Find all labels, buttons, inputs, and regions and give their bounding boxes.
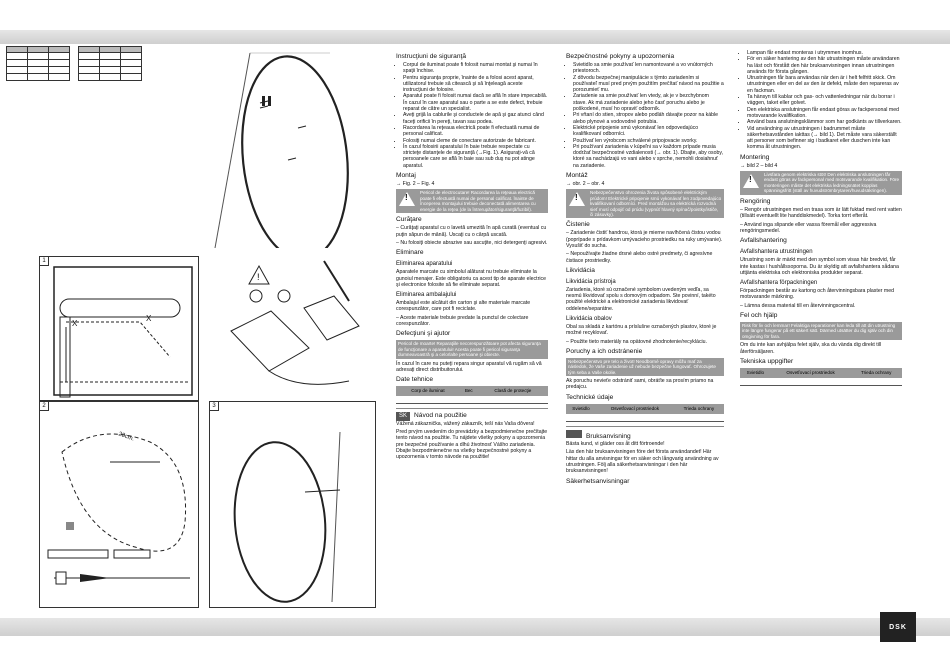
subsection-heading: Avfallshantera utrustningen (740, 249, 813, 256)
list-item: • Aparatul poate fi folosit numai dacă se află în stare impecabilă. În cazul în care aparatul sau o parte a se este defect, trebuie reparat de către un specialist. (403, 93, 548, 112)
divider (396, 408, 548, 409)
tech-table (566, 404, 724, 422)
list-item: • Corpul de iluminat poate fi folosit numai montat şi numai în spaţii închise. (403, 62, 548, 75)
figure-1 (39, 256, 199, 401)
paragraph: Bästa kund, vi gläder oss åt ditt förtroende! (566, 441, 665, 448)
warning-text: Nebezpečenstvo ohrozenia života spôsobené elektrickým prúdom! Elektrické pripojenie smú vykonávať len zodpovedajúco kvalifikovaní odborníci. Pred montážou sa elektrická rozvodná sieť musí odpojiť od prúdu (vypnúť hlavný spínač/poistky/ističe, či zásuvky). (590, 190, 722, 217)
column-swedish (740, 50, 902, 388)
table-header: Trieda ochrany (674, 404, 724, 414)
section-heading: Eliminare (396, 249, 424, 257)
manual-title: Návod na použitie (414, 412, 467, 420)
paragraph: Läs den här bruksanvisningen före det första användandet! Här hittar du alla anvisningar för en säker och långvarig användning av utrustningen. Följ alla säkerhetsanvisningar i den här bruksanvisningen! (566, 449, 719, 475)
column-romanian (396, 50, 548, 463)
subsection-heading: Avfallshantera förpackningen (740, 280, 818, 287)
figure-connection (209, 256, 374, 399)
list-item: • În cazul folosirii aparatului în baie trebuie respectate cu stricteţe distanţele de siguranţă (→Fig. 1). Asiguraţi-vă că persoanele care se află în baie sau sub duş nu pot atinge aparatul. (403, 144, 548, 169)
section-heading: Instrucţiuni de siguranţă (396, 53, 467, 60)
manual-title: Bruksanvisning (586, 433, 631, 441)
mirror-mounted-illustration (210, 402, 375, 607)
brand-logo (880, 612, 916, 642)
language-badge: SK (396, 412, 410, 420)
section-heading: Tekniska uppgifter (740, 357, 794, 365)
section-heading: Rengöring (740, 198, 771, 206)
section-heading: Montering (740, 153, 770, 161)
figure-number: 2 (40, 402, 49, 411)
paragraph: – Rengör utrustningen med en trasa som är lätt fuktad med rent vatten (tillsätt eventuellt lite handdiskmedel). Torka torrt efteråt. (740, 207, 902, 220)
section-heading: Bezpečnostné pokyny a upozornenia (566, 53, 675, 60)
footer-band (0, 618, 950, 636)
figure-number: 3 (210, 402, 219, 411)
paragraph: – Nepoužívajte žiadne drsné alebo ostré predmety, či agresívne čistiace prostriedky. (566, 251, 713, 264)
danger-box: Risk för liv och lemmar! Felaktiga reparationer kan leda till att din utrustning inte längre fungerar på ett säkert sätt. Därmed utsätter du dig själv och din omgivning för fara. (740, 322, 902, 340)
mirror-wall-illustration (190, 48, 390, 248)
list-item: • Aveţi grijă la cablurile şi conductele de apă şi gaz atunci când faceţi orificii în pereţi, tavan sau podea. (403, 112, 548, 125)
section-heading: Montáž (566, 172, 588, 180)
table-header: Corp de iluminat (396, 386, 460, 396)
warning-icon (399, 192, 415, 206)
warning-box (566, 189, 724, 218)
list-item: • Používať len výrobcom schválené pripojovacie svorky. (573, 138, 724, 144)
safety-list (740, 50, 902, 151)
paragraph: – Curăţaţi aparatul cu o lavetă umezită în apă curată (eventual cu puţin săpun de mână). Uscaţi cu o cârpă uscată. (396, 225, 547, 238)
tech-table (396, 386, 548, 404)
list-item: • Svietidlo sa smie používať len namontované a vo vnútorných priestoroch. (573, 62, 724, 75)
warning-text: Pericol de electrocutare! Racordarea la reţeaua electrică poate fi efectuată numai de personal calificat. Înainte de începerea montajului trebuie deconectată alimentarea cu energie de la reţea (de la întrerupător/siguranţă/fuzibil). (420, 190, 536, 212)
divider (566, 426, 724, 427)
table-header: Svietidlo (566, 404, 596, 414)
tech-table (740, 368, 902, 386)
paragraph: Zariadenia, ktoré sú označené symbolom uvedeným vedľa, sa nesmú likvidovať spolu s domovým odpadom. Ste povinní, takéto použité elektrické a elektronické zariadenia likvidovať oddelene/separátne. (566, 286, 716, 312)
paragraph: Förpackningen består av kartong och återvinningsbara plaster med motsvarande märkning. (740, 288, 894, 301)
paragraph: – Lämna dessa material till en återvinningscentral. (740, 302, 856, 309)
list-item: • Racordarea la reţeaua electrică poate fi efectuată numai de personal calificat. (403, 125, 548, 138)
paragraph: Obal sa skladá z kartónu a príslušne označených plastov, ktoré je možné recyklovať. (566, 324, 717, 337)
table-header: Clasă de protecţie (478, 386, 548, 396)
list-item: • Folosiţi numai cleme de conectare autorizate de fabricant. (403, 138, 548, 144)
paragraph: – Nu folosiţi obiecte abrazive sau ascuţite, nici detergenţi agresivi. (396, 239, 548, 246)
section-heading: Čistenie (566, 221, 590, 229)
table-header: Osvetľovací prostriedok (771, 368, 851, 378)
paragraph: – Aceste materiale trebuie predate la punctul de colectare corespunzător. (396, 314, 529, 328)
paragraph: – Använd inga slipande eller vassa föremål eller aggressiva rengöringsmedel. (740, 221, 877, 234)
warning-text: Livsfara genom elektriska stöt! Den elektriska anslutningen får endast göras av fackpersonal med motsvarande kvalifikation. Före monteringen måste det elektriska ledningsnätet kopplas spänningsfritt (ställ av huvudströmbrytaren/huvudsäkringen). (764, 172, 900, 194)
section-heading: Poruchy a ich odstránenie (566, 347, 643, 355)
paragraph: Om du inte kan avhjälpa felet själv, ska du vända dig direkt till återförsäljaren. (740, 342, 882, 355)
figure-ref: → obr. 2 – obr. 4 (566, 181, 605, 188)
list-item: • Vid användning av utrustningen i badrummet måste säkerhetsavstånden iakttas (→ bild 1). Det måste vara säkerställt att personer som befinner sig i badkaret eller duschen inte kan komma åt utrustningen. (747, 126, 902, 151)
paragraph: Ambalajul este alcătuit din carton şi alte materiale marcate corespunzător, care pot fi reciclate. (396, 300, 531, 313)
mini-table-left (6, 46, 70, 81)
mini-table-right (78, 46, 142, 81)
list-item: • Pri používaní zariadenia v kúpeľni sa v každom prípade musia dodržať bezpečnostné vzdialenosti (→ obr. 1). Dbajte, aby osoby, ktoré sa nachádzajú vo vani alebo v sprche, nemohli dosiahnuť na zariadenie. (573, 144, 724, 169)
warning-box (740, 171, 902, 195)
section-heading: Säkerhetsanvisningar (566, 477, 630, 485)
figure-ref: → Fig. 2 – Fig. 4 (396, 181, 435, 188)
paragraph: În cazul în care nu puteţi repara singur aparatul vă rugăm să vă adresaţi direct distribuitorului. (396, 360, 542, 373)
safety-list (396, 62, 548, 169)
header-band (0, 30, 950, 44)
paragraph: – Použite tieto materiály na opätovné zhodnotenie/recykláciu. (566, 338, 708, 345)
list-item: • Den elektriska anslutningen får endast göras av fackpersonal med motsvarande kvalifikation. (747, 107, 902, 120)
paragraph: Vážená zákaznička, vážený zákazník, teší nás Vaša dôvera! (396, 420, 535, 427)
warning-box (396, 189, 548, 213)
distance-label-x2: X (146, 314, 152, 323)
table-header: Trieda ochrany (850, 368, 902, 378)
danger-box: Pericol de moarte! Reparaţiile necorespunzătoare pot afecta siguranţa de funcţionare a aparatului! Acesta poate fi pericol siguranţa dumneavoastră şi a celorlalte persoane şi obiecte. (396, 340, 548, 358)
section-heading: Avfallshantering (740, 237, 787, 245)
figure-2 (39, 401, 199, 608)
brand-text: DSK (889, 623, 907, 631)
list-item: • För en säker hantering av den här utrustningen måste användaren ha läst och förstått den här bruksanvisningen innan utrustningen används för första gången. (747, 56, 902, 75)
list-item: • Zariadenie sa smie používať len vtedy, ak je v bezchybnom stave. Ak má zariadenie alebo jeho časť poruchu alebo je poškodené, musí ho opraviť odborník. (573, 93, 724, 112)
list-item: • Elektrické pripojenie smú vykonávať len odpovedajúco kvalifikovaní odborníci. (573, 125, 724, 138)
table-header: Osvetľovací prostriedok (596, 404, 674, 414)
subsection-heading: Eliminarea ambalajului (396, 292, 457, 299)
distance-label-x1: X (72, 319, 78, 328)
connection-box-illustration (209, 256, 374, 399)
list-item: • Ta hänsyn till kablar och gas- och vattenledningar när du borrar i väggen, taket eller golvet. (747, 94, 902, 107)
danger-box: Nebezpečenstvo pre telo a život! Neodborné opravy môžu mať za následok, že Vaše zariadenie už nebude bezpečne fungovať. Ohrozujete tým seba a Vaše okolie. (566, 358, 724, 376)
warning-icon (743, 174, 759, 188)
section-heading: Montaj (396, 172, 416, 180)
table-header: Svietidlo (740, 368, 771, 378)
list-item: • Pentru siguranţa proprie, înainte de a folosi acest aparat, utilizatorul trebuie să citească şi să înţeleagă aceste instrucţiuni de folosire. (403, 75, 548, 94)
safety-list (566, 62, 724, 169)
subsection-heading: Likvidácia obalov (566, 316, 612, 323)
list-item: • Använd bara anslutningsklämmor som har godkänts av tillverkaren. (747, 119, 902, 125)
warning-icon (569, 192, 585, 206)
paragraph: Ak poruchu nevieťe odstrániť sami, obráťte sa prosím priamo na predajcu. (566, 378, 714, 391)
paragraph: Utrustning som är märkt med den symbol som visas här bredvid, får inte kastas i hushållssoporna. Du är skyldig att avfallshantera sådana uttjänta elektriska och elektroniska produkter separat. (740, 257, 899, 276)
subsection-heading: Likvidácia prístroja (566, 278, 616, 285)
subsection-heading: Eliminarea aparatului (396, 261, 453, 268)
figure-3 (209, 401, 376, 608)
list-item: • Lampan får endast monteras i utrymmen inomhus. (747, 50, 902, 56)
paragraph: Aparatele marcate cu simbolul alăturat nu trebuie eliminate la gunoiul menajer. Este obligatoriu ca acest tip de aparate electrice şi electronice folosite să fie eliminate separat. (396, 269, 546, 288)
distance-label: 28cm. (117, 431, 135, 443)
figure-ref: → bild 2 – bild 4 (740, 162, 778, 169)
section-heading: Curăţare (396, 216, 422, 224)
bathroom-safety-diagram (40, 257, 198, 400)
section-heading: Technické údaje (566, 393, 614, 401)
list-item: • Pri vŕtaní do stien, stropov alebo podláh dávajte pozor na káble alebo plynové a vodovodné potrubia. (573, 112, 724, 125)
column-slovak (566, 50, 724, 487)
figure-number: 1 (40, 257, 49, 266)
table-header: Bec (460, 386, 478, 396)
paragraph: Pred prvým uvedením do prevádzky a bezpodmienečne prečítajte tento návod na použitie. Tu nájdete všetky pokyny a upozornenia pre bezpečné používanie a dlhú životnosť Vášho zariadenia. Dbajte bezpodmienečne na všetky bezpečnostné pokyny a upozornenia v tomto návode na použitie! (396, 429, 548, 461)
section-heading: Defecţiuni şi ajutor (396, 330, 451, 338)
section-heading: Fel och hjälp (740, 312, 778, 320)
section-heading: Likvidácia (566, 266, 595, 274)
list-item: • Z dôvodu bezpečnej manipulácie s týmto zariadením si používateľ musí pred prvým použitím prečítať návod na použitie a porozumieť mu. (573, 75, 724, 94)
paragraph: – Zariadenie čistiť handrou, ktorá je mierne navlhčená čistou vodou (poprípade s prídavkom umývacieho prostriedku na ruky umývanie). Vysušiť do sucha. (566, 230, 723, 249)
svg-text:!: ! (257, 272, 260, 282)
list-item: • Utrustningen får bara användas när den är i helt felfritt skick. Om utrustningen eller en del av den är defekt, måste den repareras av en fackman. (747, 75, 902, 94)
language-badge (566, 430, 582, 438)
section-heading: Date tehnice (396, 376, 434, 384)
